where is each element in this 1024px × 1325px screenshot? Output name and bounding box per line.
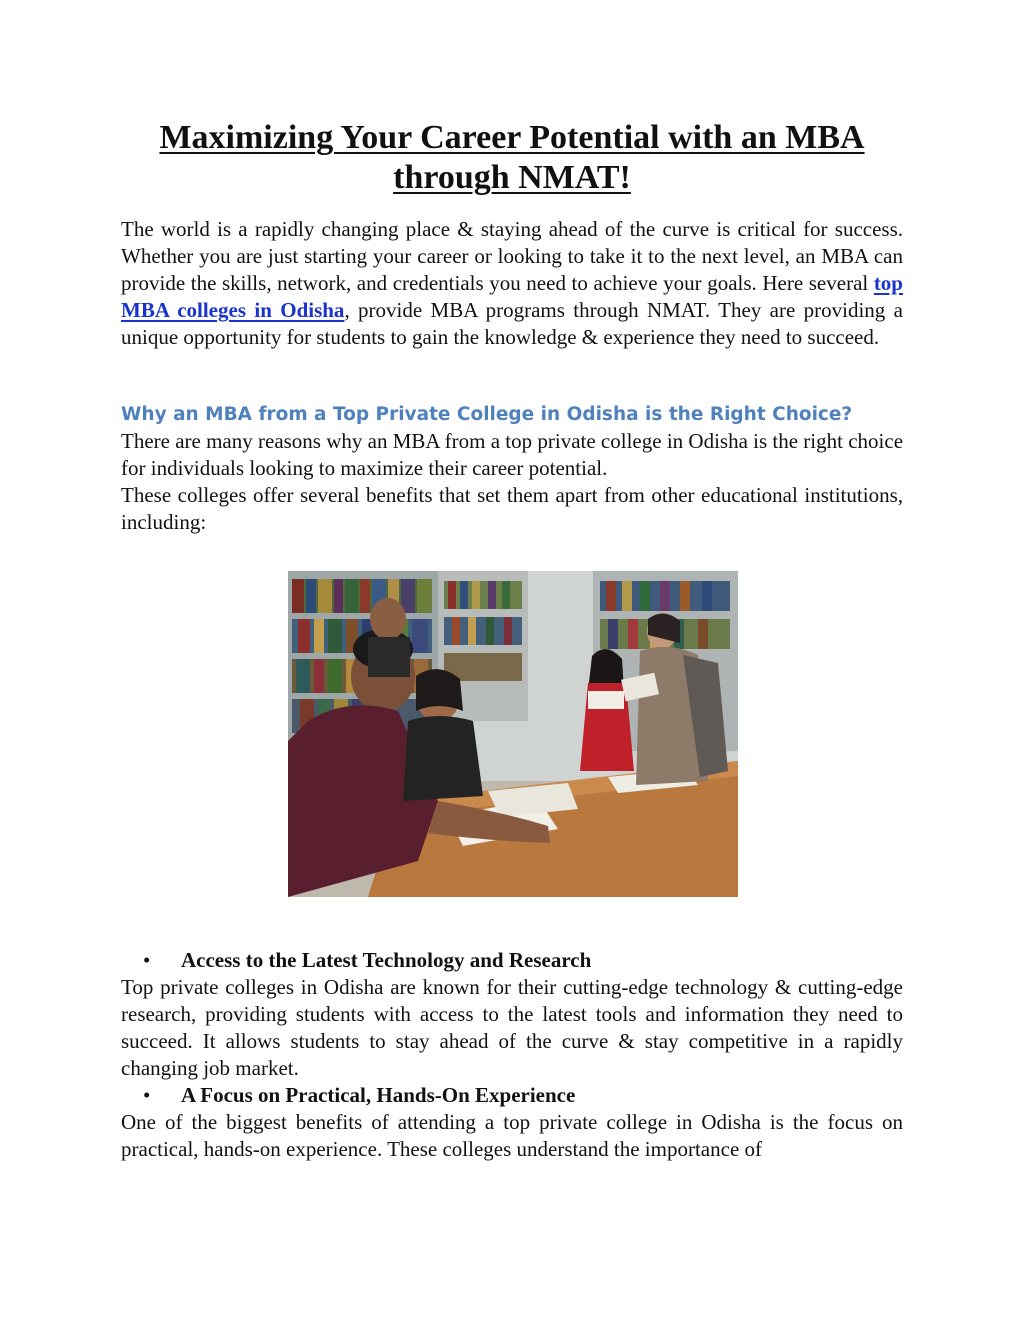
title-line-1: Maximizing Your Career Potential with an MBA xyxy=(159,119,865,156)
library-students-photo xyxy=(288,571,738,897)
intro-text-start: The world is a rapidly changing place & staying ahead of the curve is critical for success. Whether you are just starting your career or looking to take it to the next level, an MBA can provide the skills, network, and credentials you need to achieve your goals. Here several xyxy=(121,217,903,295)
mba-colleges-odisha-link[interactable]: top MBA colleges in Odisha xyxy=(121,271,903,322)
document-page xyxy=(121,0,903,1163)
bullet-body-2: One of the biggest benefits of attending a top private college in Odisha is the focus on practical, hands-on experience. These colleges understand the importance of xyxy=(121,1110,903,1161)
bullet-item-1 xyxy=(143,947,903,974)
section-heading: Why an MBA from a Top Private College in Odisha is the Right Choice? xyxy=(121,404,853,425)
page-title xyxy=(121,118,903,198)
bullet-marker: • xyxy=(143,1083,151,1107)
bullet-item-2 xyxy=(143,1082,903,1109)
section-paragraph-2: These colleges offer several benefits that set them apart from other educational institutions, including: xyxy=(121,483,903,534)
intro-text-end: , provide MBA programs through NMAT. They are providing a unique opportunity for students to gain the knowledge & experience they need to succeed. xyxy=(121,298,903,349)
bullet-body-1: Top private colleges in Odisha are known for their cutting-edge technology & cutting-edge research, providing students with access to the latest tools and information they need to succeed. It allows students to stay ahead of the curve & stay competitive in a rapidly changing job market. xyxy=(121,975,903,1080)
bullet-marker: • xyxy=(143,948,151,972)
bullet-title-2: A Focus on Practical, Hands-On Experience xyxy=(181,1083,576,1107)
bullet-title-1: Access to the Latest Technology and Research xyxy=(181,948,592,972)
title-line-2: through NMAT! xyxy=(393,159,631,196)
intro-paragraph xyxy=(121,216,903,351)
section-paragraph-1: There are many reasons why an MBA from a top private college in Odisha is the right choice for individuals looking to maximize their career potential. xyxy=(121,429,904,480)
